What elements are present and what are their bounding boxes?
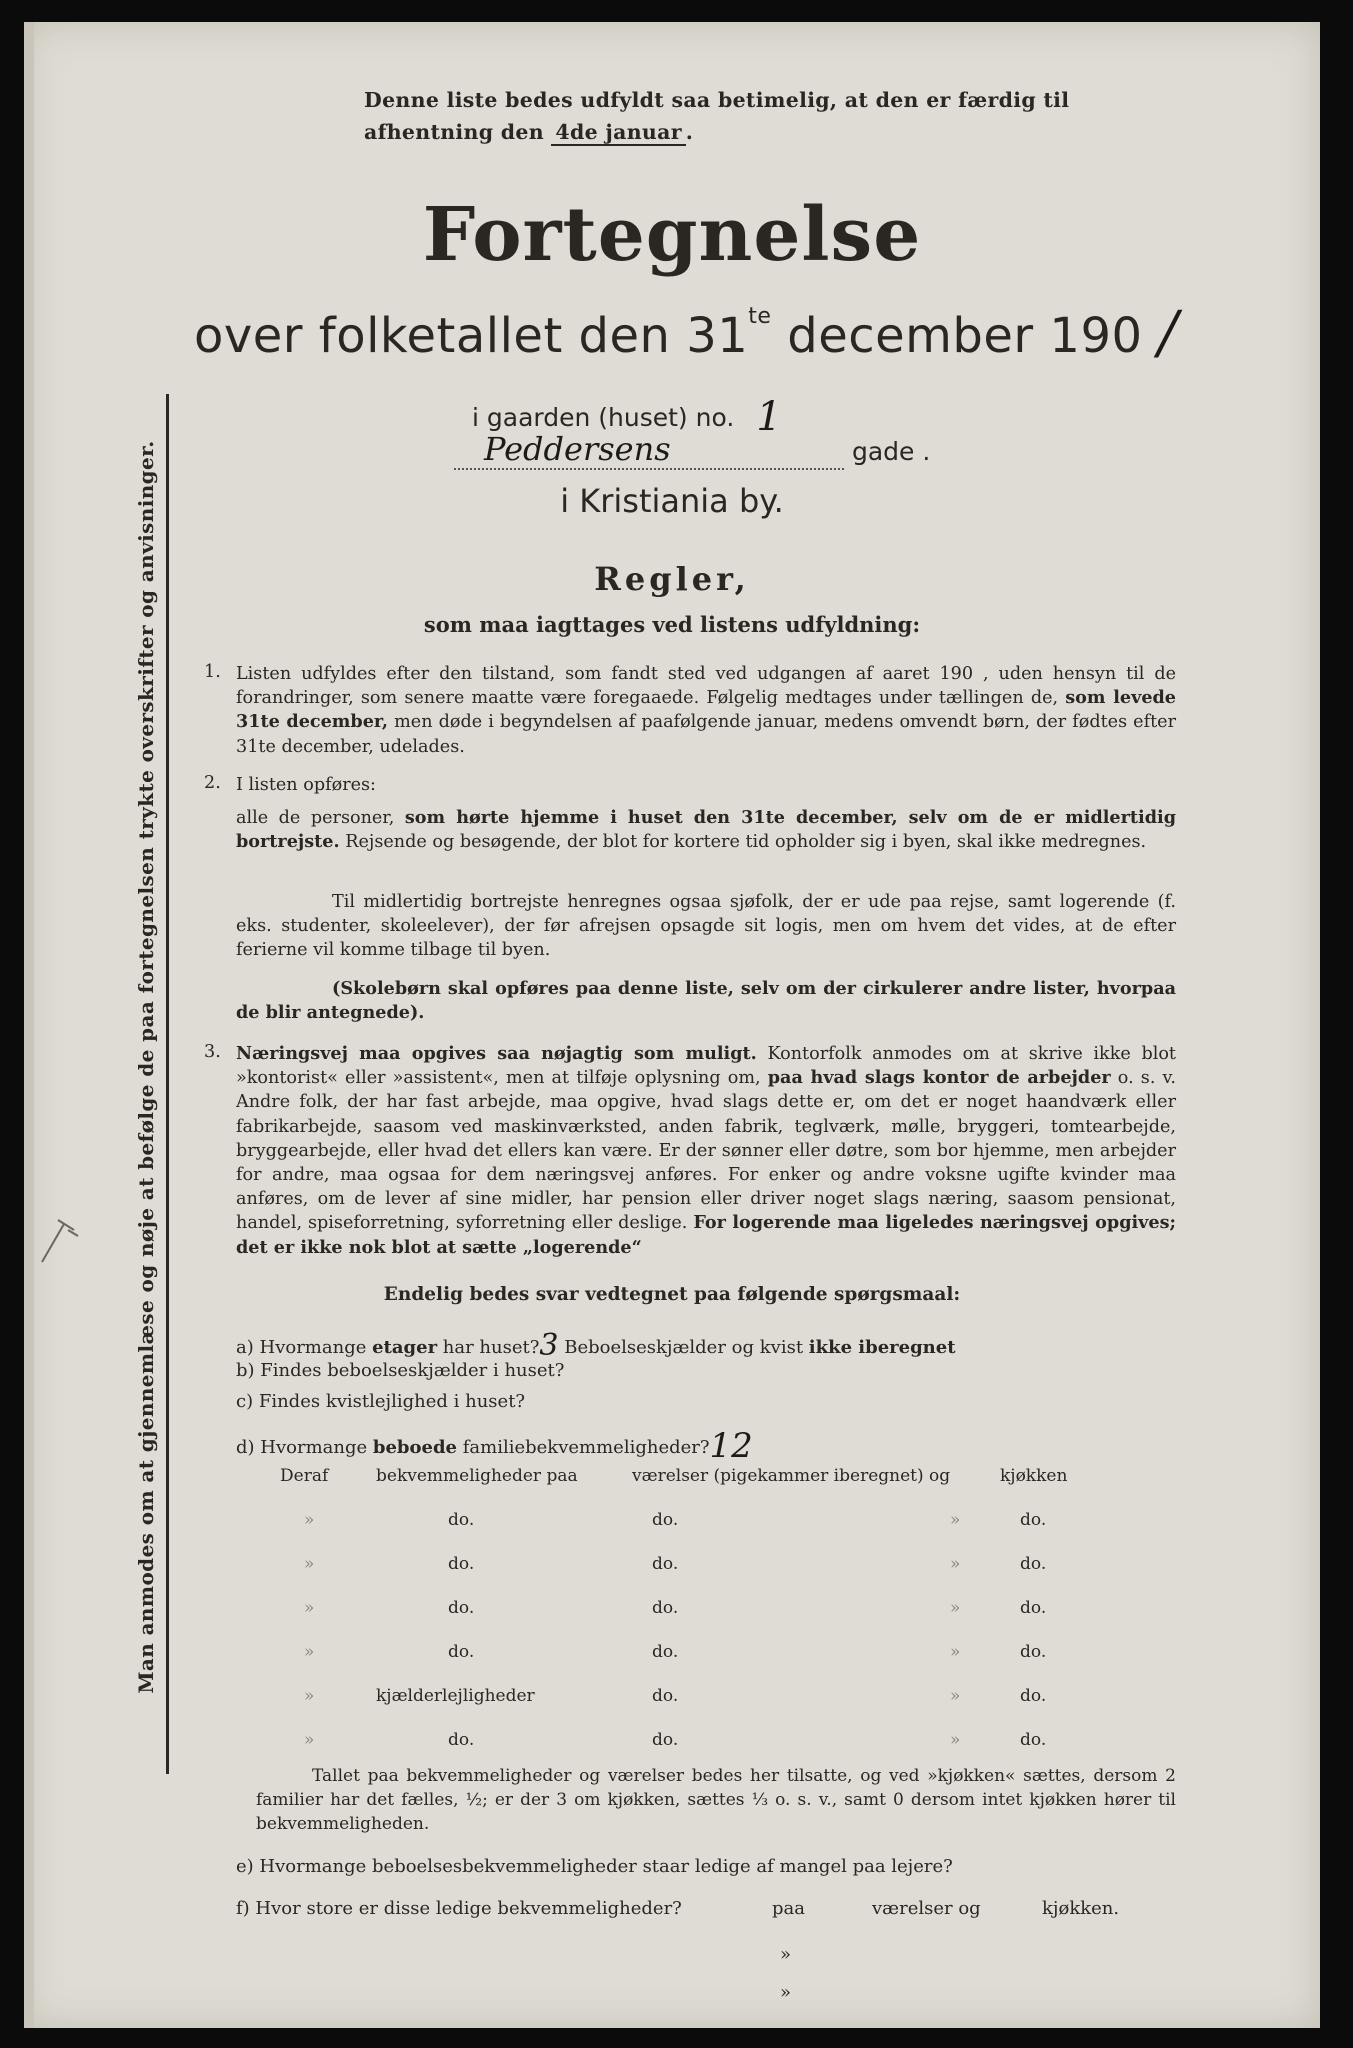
table-cell: » bbox=[304, 1598, 315, 1618]
table-cell: do. bbox=[448, 1598, 475, 1618]
question-e-text: Hvormange beboelsesbekvemmeligheder staar ledige af mangel paa lejere? bbox=[259, 1856, 953, 1877]
table-cell: do. bbox=[1020, 1686, 1047, 1706]
table-header-deraf: Deraf bbox=[280, 1466, 329, 1486]
gaard-number-handwritten: 1 bbox=[756, 394, 782, 440]
question-d-label: d) bbox=[236, 1437, 255, 1458]
street-suffix: gade bbox=[851, 437, 915, 466]
rule-3-text bbox=[236, 1042, 1176, 1260]
question-f-row-2: » bbox=[780, 1982, 792, 2003]
notice-line-2: afhentning den 4de januar . bbox=[364, 120, 694, 144]
table-cell: do. bbox=[1020, 1554, 1047, 1574]
city-line: i Kristiania by. bbox=[560, 482, 784, 520]
sidebar-instruction: Man anmodes om at gjennemlæse og nøje at befølge de paa fortegnelsen trykte overskrifter og anvisninger. bbox=[134, 440, 158, 1694]
table-cell: » bbox=[950, 1598, 961, 1618]
rule-2-a: alle de personer, bbox=[236, 808, 405, 828]
subtitle-suffix: december 190 bbox=[771, 308, 1143, 364]
question-d-answer: 12 bbox=[709, 1426, 753, 1466]
census-form-page bbox=[24, 22, 1320, 2028]
question-f-paa: paa bbox=[772, 1898, 805, 1919]
rule-3-c: o. s. v. Andre folk, der har fast arbejde, maa opgive, hvad slags dette er, om det er noget haandværk eller fabrikarbejde, saasom ved maskinværksted, anden fabrik, teglværk, mølle, bryggeri, tomtearbejde, bryggearbejde, eller hvad det ellers kan være. Er der sønner eller døtre, som bor hjemme, men arbejder for andre, maa ogsaa for dem næringsvej anføres. For enker og andre voksne ugifte kvinder maa anføres, om de lever af sine midler, har pension eller driver noget slags næring, saasom pensionat, handel, spiseforretning, syforretning eller deslige. bbox=[236, 1068, 1176, 1234]
table-cell: » bbox=[304, 1686, 315, 1706]
question-e bbox=[236, 1856, 953, 1877]
table-cell: » bbox=[950, 1554, 961, 1574]
table-header-kjokken: kjøkken bbox=[1000, 1466, 1068, 1486]
question-f-kjokken: kjøkken. bbox=[1042, 1898, 1120, 1919]
subtitle-sup: te bbox=[748, 304, 772, 329]
question-a-t2: har huset? bbox=[437, 1337, 540, 1358]
question-f bbox=[236, 1898, 682, 1919]
question-a-t1: Hvormange bbox=[259, 1337, 373, 1358]
table-header-bekvem: bekvemmeligheder paa bbox=[376, 1466, 578, 1486]
rule-2-bold: som hørte hjemme i huset den 31te december, selv om de er midlertidig bortrejste. bbox=[236, 807, 1176, 853]
table-cell: do. bbox=[1020, 1510, 1047, 1530]
page-title: Fortegnelse bbox=[422, 192, 922, 278]
gaard-label: i gaarden (huset) no. bbox=[472, 403, 735, 432]
table-cell: do. bbox=[652, 1598, 679, 1618]
table-cell: » bbox=[950, 1510, 961, 1530]
rule-2-intro: I listen opføres: bbox=[236, 775, 376, 795]
question-a-label: a) bbox=[236, 1337, 254, 1358]
tallet-paragraph: Tallet paa bekvemmeligheder og værelser bedes her tilsatte, og ved »kjøkken« sættes, dersom 2 familier har det fælles, ½; er der 3 om kjøkken, sættes ⅓ o. s. v., samt 0 dersom intet kjøkken hører til bekvemmeligheden. bbox=[256, 1766, 1176, 1835]
street-line: Peddersens gade . bbox=[454, 430, 930, 470]
year-handwritten: / bbox=[1158, 298, 1179, 366]
notice-date: 4de januar bbox=[551, 120, 685, 146]
rule-2-paragraph-3: (Skolebørn skal opføres paa denne liste, selv om der cirkulerer andre lister, hvorpaa de blir antegnede). bbox=[236, 978, 1176, 1024]
rule-1-c: men døde i begyndelsen af paafølgende januar, medens omvendt børn, der fødtes efter 31te december, udelades. bbox=[236, 712, 1176, 757]
question-c bbox=[236, 1391, 525, 1412]
question-d-t1: Hvormange bbox=[260, 1437, 373, 1458]
table-cell: » bbox=[304, 1510, 315, 1530]
table-cell: do. bbox=[1020, 1598, 1047, 1618]
street-name-handwritten: Peddersens bbox=[454, 430, 844, 470]
subtitle bbox=[194, 298, 1178, 366]
pencil-mark-icon bbox=[34, 1212, 94, 1272]
rule-3-bold-2: paa hvad slags kontor de arbejder bbox=[767, 1067, 1111, 1089]
question-b-label: b) bbox=[236, 1360, 255, 1381]
pickup-notice bbox=[364, 84, 1284, 148]
table-cell: do. bbox=[448, 1642, 475, 1662]
table-header-vaerelser: værelser (pigekammer iberegnet) og bbox=[632, 1466, 951, 1486]
table-cell: » bbox=[950, 1642, 961, 1662]
question-f-vaerelser: værelser og bbox=[872, 1898, 981, 1919]
table-cell: do. bbox=[1020, 1730, 1047, 1750]
table-cell: » bbox=[950, 1686, 961, 1706]
table-cell: do. bbox=[652, 1642, 679, 1662]
rule-2-number: 2. bbox=[204, 773, 221, 793]
question-a-bold-2: ikke iberegnet bbox=[808, 1337, 956, 1358]
question-c-text: Findes kvistlejlighed i huset? bbox=[258, 1391, 526, 1412]
rule-3-bold-1: Næringsvej maa opgives saa nøjagtig som muligt. bbox=[236, 1043, 757, 1064]
table-cell: do. bbox=[652, 1510, 679, 1530]
rule-3-a: Kontorfolk anmodes om at skrive ikke blot »kontorist« eller »assistent«, men at tilføje oplysning om, bbox=[236, 1044, 1176, 1089]
sidebar-rule bbox=[166, 394, 169, 1774]
question-e-label: e) bbox=[236, 1856, 254, 1877]
rule-2-paragraph-2: Til midlertidig bortrejste henregnes ogsaa sjøfolk, der er ude paa rejse, samt logerende (f. eks. studenter, skoleelever), der før afrejsen opsagde sit logis, men om hvem det vides, at de efter ferierne vil komme tilbage til byen. bbox=[236, 892, 1176, 961]
question-a-t3: Beboelseskjælder og kvist bbox=[558, 1337, 809, 1358]
table-cell: » bbox=[304, 1642, 315, 1662]
question-f-row-1: » bbox=[780, 1944, 792, 1965]
paper-edge bbox=[24, 22, 34, 2028]
question-a bbox=[236, 1326, 956, 1361]
subtitle-prefix: over folketallet den 31 bbox=[194, 308, 749, 364]
table-cell: do. bbox=[448, 1554, 475, 1574]
rule-1-text bbox=[236, 662, 1176, 759]
table-cell: » bbox=[304, 1554, 315, 1574]
table-cell: » bbox=[304, 1730, 315, 1750]
question-a-answer: 3 bbox=[539, 1328, 559, 1363]
table-cell: do. bbox=[1020, 1642, 1047, 1662]
question-b-text: Findes beboelseskjælder i huset? bbox=[260, 1360, 565, 1381]
rule-3-bold-3: For logerende maa ligeledes næringsvej opgives; det er ikke nok blot at sætte „logerende“ bbox=[236, 1212, 1176, 1258]
rule-1-number: 1. bbox=[204, 662, 221, 682]
table-cell: do. bbox=[652, 1730, 679, 1750]
table-cell: » bbox=[950, 1730, 961, 1750]
table-cell: do. bbox=[448, 1730, 475, 1750]
notice-line-2-prefix: afhentning den bbox=[364, 120, 544, 144]
notice-line-1: Denne liste bedes udfyldt saa betimelig, at den er færdig til bbox=[364, 88, 1070, 112]
rule-1-a: Listen udfyldes efter den tilstand, som fandt sted ved udgangen af aaret 190 , uden hensyn til de forandringer, som senere maatte være foregaaede. Følgelig medtages under tællingen de, bbox=[236, 664, 1176, 709]
question-a-bold: etager bbox=[372, 1337, 438, 1358]
table-cell: do. bbox=[448, 1510, 475, 1530]
question-b bbox=[236, 1360, 564, 1381]
question-d-t2: familiebekvemmeligheder? bbox=[457, 1437, 710, 1458]
question-c-label: c) bbox=[236, 1391, 254, 1412]
rules-heading: Regler, bbox=[594, 560, 750, 598]
question-d-bold: beboede bbox=[372, 1437, 458, 1458]
rule-3-number: 3. bbox=[204, 1042, 221, 1062]
table-cell: kjælderlejligheder bbox=[376, 1686, 535, 1706]
table-cell: do. bbox=[652, 1554, 679, 1574]
rule-1-bold: som levede 31te december, bbox=[236, 687, 1177, 733]
question-d bbox=[236, 1422, 753, 1466]
table-cell: do. bbox=[652, 1686, 679, 1706]
question-f-text: Hvor store er disse ledige bekvemmeligheder? bbox=[255, 1898, 682, 1919]
rules-subheading: som maa iagttages ved listens udfyldning: bbox=[423, 612, 921, 637]
rule-2-c: Rejsende og besøgende, der blot for kortere tid opholder sig i byen, skal ikke medregnes. bbox=[339, 832, 1147, 853]
questions-heading: Endelig bedes svar vedtegnet paa følgende spørgsmaal: bbox=[383, 1284, 961, 1305]
question-f-label: f) bbox=[236, 1898, 250, 1919]
rule-2-text bbox=[236, 806, 1176, 854]
